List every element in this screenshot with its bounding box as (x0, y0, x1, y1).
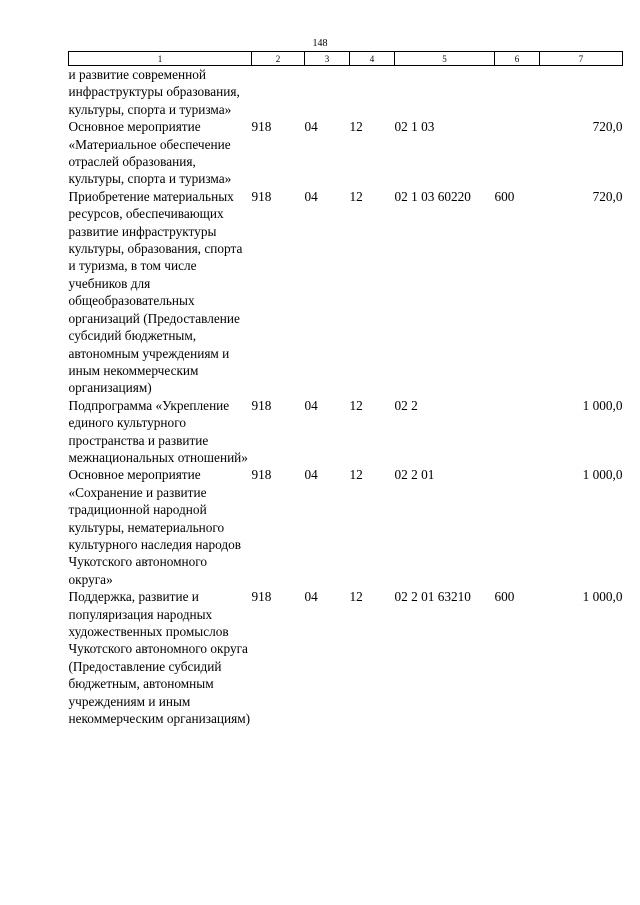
row-section: 04 (304, 188, 318, 204)
row-subsection: 12 (349, 397, 363, 413)
row-admin: 918 (251, 397, 272, 413)
row-subsection: 12 (349, 119, 363, 135)
table-header-row (69, 52, 623, 66)
row-admin (252, 66, 305, 119)
row-name: Приобретение материальных ресурсов, обеспечивающих развитие инфраструктуры культуры, образования, спорта и туризма, в том числе учебников для общеобразовательных организаций (Предоставление субсидий бюджетным, автономным учреждениям и иным некоммерческим организациям) (68, 188, 243, 396)
row-section: 04 (304, 119, 318, 135)
header-col-1: 1 (69, 52, 252, 66)
table-row (69, 466, 623, 588)
row-admin: 918 (251, 119, 272, 135)
row-target: 02 1 03 60220 (394, 188, 471, 204)
row-admin: 918 (251, 188, 272, 204)
row-target (395, 66, 495, 119)
table-row (69, 588, 623, 727)
row-name: Основное мероприятие «Сохранение и развитие традиционной народной культуры, нематериального культурного наследия народов Чукотского автономного округа» (68, 467, 242, 587)
row-target: 02 2 01 63210 (394, 589, 471, 605)
row-target: 02 2 01 (394, 467, 435, 483)
row-amount: 720,0 (592, 119, 623, 135)
page-number: 148 (312, 38, 328, 49)
row-name: Поддержка, развитие и популяризация народных художественных промыслов Чукотского автономного округа (Предоставление субсидий бюджетным, автономным учреждениям и иным некоммерческим организациям) (68, 589, 251, 727)
row-amount: 1 000,0 (582, 467, 623, 483)
row-name: Основное мероприятие «Материальное обеспечение отраслей образования, культуры, спорта и туризма» (68, 119, 232, 187)
header-col-7: 7 (540, 52, 623, 66)
row-subsection (350, 66, 395, 119)
row-expense-type (495, 66, 540, 119)
budget-table (68, 51, 623, 727)
row-section: 04 (304, 397, 318, 413)
header-col-4: 4 (350, 52, 395, 66)
header-col-6: 6 (495, 52, 540, 66)
row-amount: 1 000,0 (582, 589, 623, 605)
row-amount: 1 000,0 (582, 397, 623, 413)
row-amount (540, 66, 623, 119)
row-admin: 918 (251, 467, 272, 483)
table-row (69, 397, 623, 467)
row-expense-type (495, 118, 540, 188)
header-col-3: 3 (305, 52, 350, 66)
row-name: и развитие современной инфраструктуры образования, культуры, спорта и туризма» (68, 67, 240, 117)
row-subsection: 12 (349, 467, 363, 483)
row-subsection: 12 (349, 188, 363, 204)
row-target: 02 1 03 (394, 119, 435, 135)
table-row (69, 66, 623, 119)
row-name: Подпрограмма «Укрепление единого культурного пространства и развитие межнациональных отношений» (68, 397, 248, 465)
row-amount: 720,0 (592, 188, 623, 204)
row-admin: 918 (251, 589, 272, 605)
table-row (69, 118, 623, 188)
row-section: 04 (304, 589, 318, 605)
row-expense-type (495, 397, 540, 467)
table-row (69, 188, 623, 397)
row-target: 02 2 (394, 397, 418, 413)
row-expense-type (495, 466, 540, 588)
row-section (305, 66, 350, 119)
header-col-5: 5 (395, 52, 495, 66)
header-col-2: 2 (252, 52, 305, 66)
row-subsection: 12 (349, 589, 363, 605)
row-section: 04 (304, 467, 318, 483)
row-expense-type: 600 (494, 589, 515, 605)
row-expense-type: 600 (494, 188, 515, 204)
